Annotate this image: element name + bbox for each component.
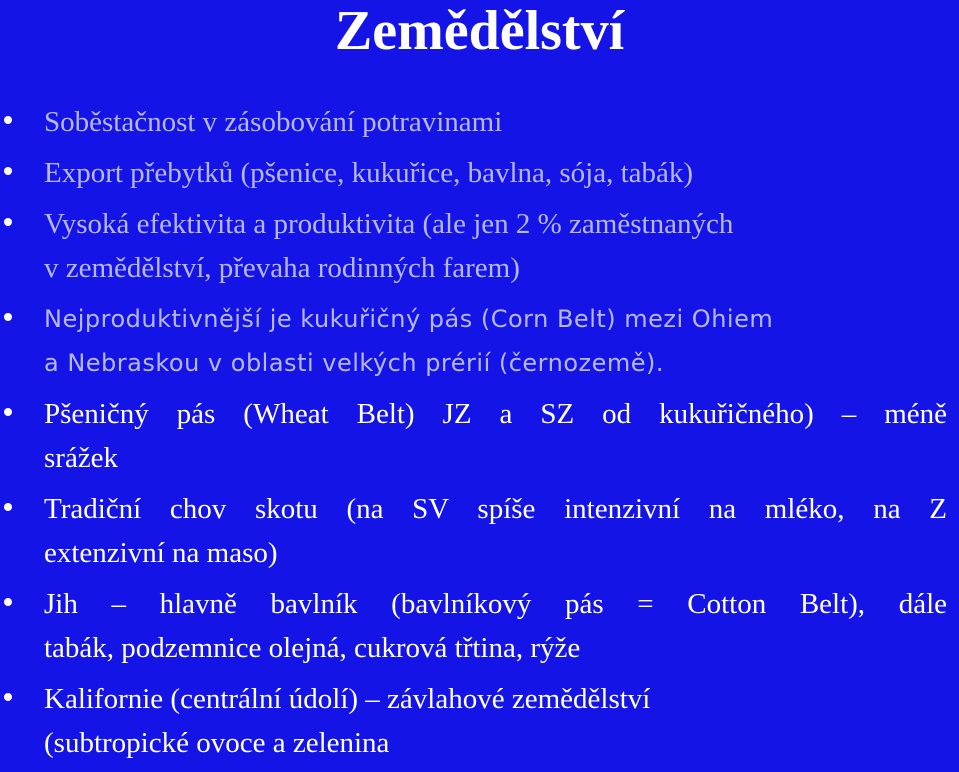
bullet-dot-icon — [4, 408, 12, 416]
bullet-item-8 — [0, 677, 959, 765]
bullet-line: Soběstačnost v zásobování potravinami — [44, 106, 503, 138]
bullet-line: a Nebraskou v oblasti velkých prérií (černozemě). — [44, 349, 665, 377]
bullet-text — [44, 202, 947, 290]
bullet-text — [44, 151, 947, 195]
bullet-line: Tradiční chov skotu (na SV spíše intenzivní na mléko, na Z — [44, 493, 947, 525]
bullet-item-3 — [0, 202, 959, 290]
bullet-line: Export přebytků (pšenice, kukuřice, bavlna, sója, tabák) — [44, 157, 694, 189]
bullet-item-1 — [0, 100, 959, 144]
slide-title: Zemědělství — [334, 0, 625, 62]
bullet-text — [44, 100, 947, 144]
bullet-dot-icon — [4, 693, 12, 701]
bullet-line: tabák, podzemnice olejná, cukrová třtina, rýže — [44, 632, 581, 664]
bullet-item-6 — [0, 487, 959, 575]
bullet-dot-icon — [4, 218, 12, 226]
bullet-line: (subtropické ovoce a zelenina — [44, 727, 390, 759]
bullet-line: v zemědělství, převaha rodinných farem) — [44, 252, 520, 284]
bullet-text — [44, 677, 947, 765]
bullet-item-7 — [0, 582, 959, 670]
bullet-line: extenzivní na maso) — [44, 537, 278, 569]
bullet-dot-icon — [4, 313, 12, 321]
bullet-list — [0, 100, 959, 772]
bullet-item-2 — [0, 151, 959, 195]
bullet-item-5 — [0, 392, 959, 480]
bullet-line: Kalifornie (centrální údolí) – závlahové zemědělství — [44, 683, 651, 715]
bullet-text — [44, 392, 947, 480]
bullet-line: Nejproduktivnější je kukuřičný pás (Corn Belt) mezi Ohiem — [44, 305, 774, 333]
bullet-line: Jih – hlavně bavlník (bavlníkový pás = Cotton Belt), dále — [44, 588, 947, 620]
bullet-dot-icon — [4, 598, 12, 606]
bullet-line: srážek — [44, 442, 119, 474]
bullet-dot-icon — [4, 503, 12, 511]
bullet-dot-icon — [4, 116, 12, 124]
bullet-dot-icon — [4, 167, 12, 175]
bullet-text — [44, 297, 947, 385]
bullet-line: Pšeničný pás (Wheat Belt) JZ a SZ od kukuřičného) – méně — [44, 398, 947, 430]
bullet-text — [44, 487, 947, 575]
bullet-item-4 — [0, 297, 959, 385]
bullet-text — [44, 582, 947, 670]
bullet-line: Vysoká efektivita a produktivita (ale jen 2 % zaměstnaných — [44, 208, 734, 240]
